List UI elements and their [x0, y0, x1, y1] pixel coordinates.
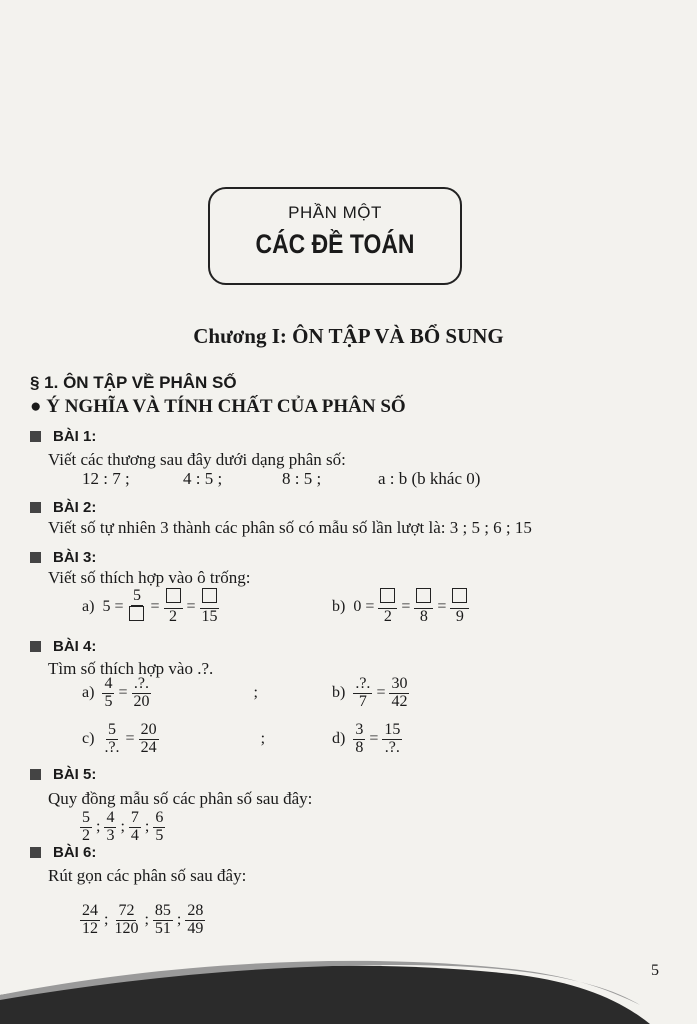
- exercise-title-1: [30, 428, 96, 445]
- separator: ;: [176, 911, 182, 929]
- numerator: 4: [106, 809, 115, 826]
- fraction: [102, 676, 114, 711]
- numerator: 15: [384, 721, 401, 738]
- exercise-title-2: [30, 499, 96, 516]
- exercise-title-text: BÀI 1:: [53, 428, 97, 445]
- denominator: 8: [355, 738, 364, 756]
- numerator: 5: [82, 809, 90, 826]
- expression-label: c): [82, 730, 95, 748]
- number: 5: [102, 597, 111, 615]
- section-title: § 1. ÔN TẬP VỀ PHÂN SỐ: [30, 373, 237, 392]
- denominator: 51: [154, 919, 171, 937]
- numerator: .?.: [133, 675, 150, 692]
- exercise-prompt-1: Viết các thương sau đây dưới dạng phân số:: [48, 450, 346, 469]
- fraction: [139, 722, 159, 757]
- equals-sign: =: [437, 597, 447, 615]
- square-bullet-icon: [30, 769, 41, 780]
- exercise-title-6: [30, 844, 96, 861]
- square-bullet-icon: [30, 847, 41, 858]
- subsection-title-text: Ý NGHĨA VÀ TÍNH CHẤT CỦA PHÂN SỐ: [46, 396, 406, 417]
- expression-label: a): [82, 597, 95, 615]
- numerator: 5: [132, 587, 141, 604]
- empty-box: [129, 606, 144, 621]
- numerator: [378, 588, 397, 609]
- fraction: [80, 810, 92, 845]
- empty-box: [166, 588, 181, 603]
- numerator: 3: [355, 721, 364, 738]
- swoosh-dark: [0, 966, 650, 1024]
- square-bullet-icon: [30, 641, 41, 652]
- numerator: 85: [154, 902, 171, 919]
- fraction: [382, 722, 402, 757]
- numerator: 4: [104, 675, 113, 692]
- exercise-title-4: [30, 638, 96, 655]
- equals-sign: =: [125, 730, 135, 748]
- fraction: [389, 676, 409, 711]
- fraction: [104, 810, 116, 845]
- subsection-title: [30, 396, 406, 418]
- fraction: [131, 676, 151, 711]
- denominator: .?.: [384, 738, 400, 756]
- expression-label: b): [332, 597, 346, 615]
- equals-sign: =: [369, 730, 379, 748]
- denominator: 4: [130, 826, 139, 844]
- expression-3a: [80, 588, 222, 626]
- square-bullet-icon: [30, 502, 41, 513]
- denominator: 12: [82, 919, 98, 937]
- denominator: 7: [358, 692, 367, 710]
- expression-4c: [80, 722, 267, 757]
- part-title: CÁC ĐỀ TOÁN: [255, 229, 415, 259]
- denominator: 20: [133, 692, 150, 710]
- denominator: 2: [169, 607, 177, 625]
- denominator: [127, 606, 146, 626]
- chapter-title: Chương I: ÔN TẬP VÀ BỔ SUNG: [193, 324, 504, 348]
- denominator: 2: [383, 607, 392, 625]
- equals-sign: =: [401, 597, 411, 615]
- fraction: [353, 722, 365, 757]
- fraction: [185, 903, 205, 938]
- numerator: [450, 588, 469, 609]
- exercise-title-5: [30, 766, 96, 783]
- equals-sign: =: [150, 597, 160, 615]
- equals-sign: =: [114, 597, 124, 615]
- fraction: [450, 588, 469, 626]
- exercise-item: 8 : 5 ;: [282, 469, 322, 488]
- fraction: [378, 588, 397, 626]
- expression-5: [78, 810, 167, 845]
- fraction: [164, 588, 183, 626]
- denominator: 120: [114, 919, 139, 937]
- denominator: 3: [106, 826, 115, 844]
- numerator: 24: [82, 902, 98, 919]
- separator: ;: [104, 911, 109, 929]
- denominator: 15: [201, 607, 218, 625]
- expression-4b: [330, 676, 411, 711]
- separator: ;: [260, 730, 266, 748]
- denominator: .?.: [104, 738, 120, 756]
- expression-label: d): [332, 730, 346, 748]
- separator: ;: [144, 911, 149, 929]
- exercise-item: 4 : 5 ;: [183, 469, 223, 488]
- equals-sign: =: [365, 597, 375, 615]
- fraction: [129, 810, 141, 845]
- numerator: [200, 588, 219, 609]
- denominator: 5: [104, 692, 113, 710]
- fraction: [153, 810, 165, 845]
- numerator: 7: [130, 809, 139, 826]
- equals-sign: =: [118, 684, 128, 702]
- denominator: 24: [140, 738, 157, 756]
- exercise-prompt-6: Rút gọn các phân số sau đây:: [48, 866, 247, 885]
- empty-box: [452, 588, 467, 603]
- denominator: 49: [187, 919, 204, 937]
- fraction: [102, 722, 121, 757]
- numerator: [164, 588, 183, 609]
- empty-box: [380, 588, 395, 603]
- exercise-title-text: BÀI 6:: [53, 844, 97, 861]
- fraction: [200, 588, 220, 626]
- fraction: [80, 903, 100, 938]
- exercise-item: 12 : 7 ;: [82, 469, 130, 488]
- separator: ;: [144, 818, 150, 836]
- exercise-prompt-2: Viết số tự nhiên 3 thành các phân số có mẫu số lần lượt là: 3 ; 5 ; 6 ; 15: [48, 518, 532, 537]
- denominator: 2: [82, 826, 90, 844]
- numerator: [414, 588, 433, 609]
- exercise-prompt-3: Viết số thích hợp vào ô trống:: [48, 568, 251, 587]
- equals-sign: =: [376, 684, 386, 702]
- separator: ;: [96, 818, 101, 836]
- exercise-title-text: BÀI 5:: [53, 766, 97, 783]
- separator: ;: [120, 818, 125, 836]
- number: 0: [353, 597, 362, 615]
- decorative-swoosh: [0, 955, 697, 1024]
- empty-box: [202, 588, 217, 603]
- exercise-title-text: BÀI 3:: [53, 549, 97, 566]
- exercise-title-text: BÀI 4:: [53, 638, 97, 655]
- part-header-box: [208, 187, 462, 285]
- page-number: 5: [651, 962, 659, 979]
- exercise-prompt-5: Quy đồng mẫu số các phân số sau đây:: [48, 789, 313, 808]
- numerator: 30: [391, 675, 408, 692]
- exercise-title-text: BÀI 2:: [53, 499, 97, 516]
- fraction: [127, 588, 146, 626]
- denominator: 42: [391, 692, 408, 710]
- expression-6: [78, 903, 207, 938]
- exercise-prompt-4: Tìm số thích hợp vào .?.: [48, 659, 214, 678]
- separator: ;: [253, 684, 258, 702]
- numerator: 6: [155, 809, 164, 826]
- bullet-icon: ●: [30, 396, 47, 417]
- denominator: 9: [455, 607, 464, 625]
- fraction: [153, 903, 173, 938]
- empty-box: [416, 588, 431, 603]
- numerator: 5: [107, 721, 116, 738]
- fraction: [353, 676, 372, 711]
- expression-3b: [330, 588, 471, 626]
- expression-label: a): [82, 684, 95, 702]
- numerator: 20: [140, 721, 157, 738]
- expression-label: b): [332, 684, 346, 702]
- denominator: 8: [419, 607, 428, 625]
- numerator: .?.: [355, 675, 371, 692]
- exercise-item: a : b (b khác 0): [378, 469, 481, 488]
- numerator: 28: [187, 902, 204, 919]
- numerator: 72: [118, 902, 135, 919]
- square-bullet-icon: [30, 552, 41, 563]
- equals-sign: =: [186, 597, 196, 615]
- square-bullet-icon: [30, 431, 41, 442]
- expression-4a: [80, 676, 260, 711]
- fraction: [414, 588, 433, 626]
- exercise-title-3: [30, 549, 96, 566]
- fraction: [112, 903, 140, 938]
- part-label: PHẦN MỘT: [288, 203, 382, 222]
- expression-4d: [330, 722, 404, 757]
- denominator: 5: [155, 826, 164, 844]
